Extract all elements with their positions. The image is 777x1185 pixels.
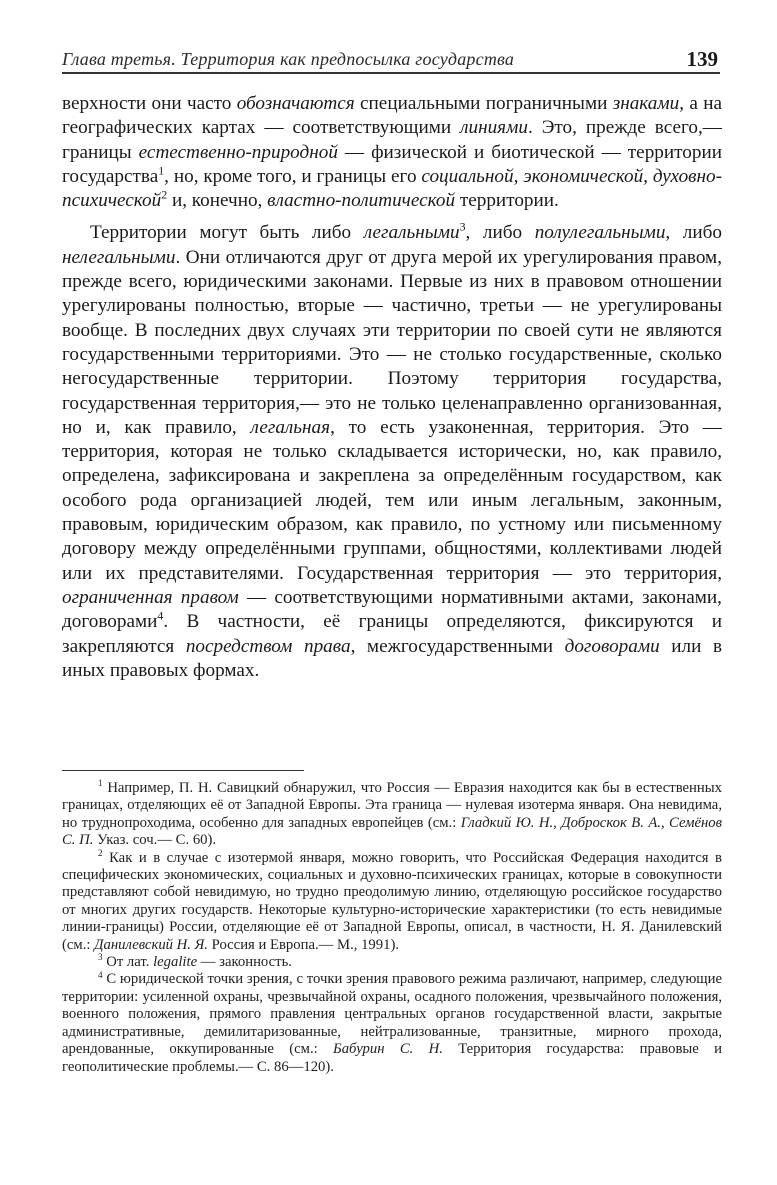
emphasis: естественно-природной	[138, 141, 338, 163]
emphasis: договорами	[564, 635, 660, 657]
text-run: От лат.	[102, 954, 154, 971]
text-run: территории.	[455, 190, 559, 212]
text-run: Россия и Европа.— М., 1991).	[207, 936, 400, 953]
footnotes	[62, 780, 722, 1076]
text-run: специальными пограничными	[354, 93, 613, 114]
text-run: , либо	[465, 222, 535, 244]
text-run: . В частности, её границы определяются, фиксируются и закрепляются	[62, 611, 722, 657]
emphasis: властно-политической	[267, 190, 456, 212]
text-run: Территория государства: правовые и геополитические проблемы.— С. 86—120).	[62, 1041, 722, 1075]
text-run: Как и в случае с изотермой января, можно говорить, что Российская Федерация находится в специфических экономических, социальных и духовно-психических границах, которые в совокупности представляют собой невидимую, но трудно преодолимую линию, отделяющую российское государство от многих других государств. Некоторые культурно-исторические характеристики (то есть невидимые линии-границы) России, отделяющие её от Западной Европы, описал, в частности, Н. Я. Данилевский (см.:	[62, 849, 722, 953]
paragraph-2	[62, 221, 722, 683]
text-run: Территории могут быть либо	[90, 222, 364, 244]
emphasis: Данилевский Н. Я.	[94, 936, 208, 953]
header-rule	[62, 72, 720, 74]
text-run: , то есть узаконенная, территория. Это — территория, которая не только складывается исторически, но, как правило, определена, зафиксирована и закреплена за определённым государством, как особого рода организацией людей, тем или иным легальным, законным, правовым, юридическим образом, как правило, по устному или письменному договору между определёнными группами, общностями, коллективами людей или их представителями. Государственная территория — это территория,	[62, 416, 722, 584]
emphasis: легальными	[363, 222, 460, 244]
text-run: . Они отличаются друг от друга мерой их урегулирования правом, прежде всего, юридическими законами. Первые из них в правовом отношении урегулированы полностью, вторые — частично, третьи — не урегулированы вообще. В последних двух случаях эти территории по своей сути не являются государственными территориями. Это — не столько государственные, сколько негосударственные территории. Поэтому территория государства, государственная территория,— это не только целенаправленно организованная, но и, как правило,	[62, 246, 722, 438]
text-run: , но, кроме того, и границы его	[164, 165, 422, 187]
text-run: , межгосударственными	[350, 635, 565, 657]
page-header	[62, 45, 722, 75]
running-title: Глава третья. Территория как предпосылка государства	[62, 49, 515, 69]
text-run: . Это, прежде всего,— границы	[62, 117, 722, 163]
text-run: или в иных правовых формах.	[62, 635, 722, 681]
footnote-4: $^4$ С юридической точки зрения, с точки зрения правового режима различают, например, следующие территории: усиленной охраны, чрезвычайной охраны, осадного положения, чрезвычайного положения, военного положения, прямого правления центральных органов государственной власти, закрытые административные, демилитаризованные, нейтрализованные, транзитные, мирного прохода, арендованные, оккупированные (см.: Бабурин С. Н. Территория государства: правовые и геополитические проблемы.— С. 86—120).	[62, 969, 722, 1075]
emphasis: обозначаются	[236, 93, 355, 114]
text-run: — физической и биотической — территории государства	[62, 141, 723, 187]
emphasis: знаками	[612, 93, 680, 114]
emphasis: ограниченная правом	[62, 586, 239, 608]
paragraph-1	[62, 92, 722, 213]
text-run: , а на географических картах — соответствующими	[62, 93, 722, 139]
emphasis: полулегальными	[534, 222, 666, 244]
emphasis: legalite	[153, 954, 198, 971]
page-number: 139	[686, 47, 718, 71]
emphasis: линиями	[460, 117, 528, 139]
footnote-ref[interactable]: 4	[157, 608, 164, 623]
text-run: — соответствующими нормативными актами, законами, договорами	[62, 586, 722, 633]
text-run: С юридической точки зрения, с точки зрения правового режима различают, например, следующие территории: усиленной охраны, чрезвычайной охраны, осадного положения, чрезвычайного положения, военного положения, прямого правления центральных органов государственной власти, закрытые административные, демилитаризованные, нейтрализованные, транзитные, мирного прохода, арендованные, оккупированные (см.:	[62, 971, 722, 1058]
main-text	[62, 92, 722, 683]
emphasis: социальной, экономической, духовно-психической	[62, 165, 722, 212]
text-run: Например, П. Н. Савицкий обнаружил, что Россия — Евразия находится как бы в естественных границах, отделяющих её от Западной Европы. Эта граница — нулевая изотерма января. Она невидима, но труднопроходима, особенно для западных европейцев (см.:	[62, 780, 722, 831]
emphasis: нелегальными	[62, 246, 176, 268]
text-run: верхности они часто	[62, 93, 237, 114]
footnote-3: $^3$ От лат. legalite — законность.	[98, 952, 292, 971]
footnote-ref[interactable]: 3	[459, 220, 466, 235]
text-run: — законность.	[197, 954, 292, 971]
emphasis: Бабурин С. Н.	[333, 1041, 443, 1058]
text-run: , либо	[665, 222, 722, 244]
footnote-separator	[62, 770, 304, 771]
text-run: Указ. соч.— С. 60).	[93, 832, 217, 849]
emphasis: легальная	[250, 416, 331, 438]
footnote-2: $^2$ Как и в случае с изотермой января, можно говорить, что Российская Федерация находится в специфических экономических, социальных и духовно-психических границах, которые в совокупности представляют собой невидимую, но трудно преодолимую линию, отделяющую российское государство от многих других государств. Некоторые культурно-исторические характеристики (то есть невидимые линии-границы) России, отделяющие её от Западной Европы, описал, в частности, Н. Я. Данилевский (см.: Данилевский Н. Я. Россия и Европа.— М., 1991).	[62, 847, 722, 953]
footnote-1: $^1$ Например, П. Н. Савицкий обнаружил, что Россия — Евразия находится как бы в естественных границах, отделяющих её от Западной Европы. Эта граница — нулевая изотерма января. Она невидима, но труднопроходима, особенно для западных европейцев (см.: Гладкий Ю. Н., Доброскок В. А., Семёнов С. П. Указ. соч.— С. 60).	[62, 778, 722, 849]
emphasis: посредством права	[185, 635, 351, 657]
text-run: и, конечно,	[167, 190, 268, 212]
footnote-ref[interactable]: 1	[158, 163, 165, 178]
footnote-ref[interactable]: 2	[161, 187, 168, 202]
emphasis: Гладкий Ю. Н., Доброскок В. А., Семёнов С. П.	[62, 814, 722, 849]
